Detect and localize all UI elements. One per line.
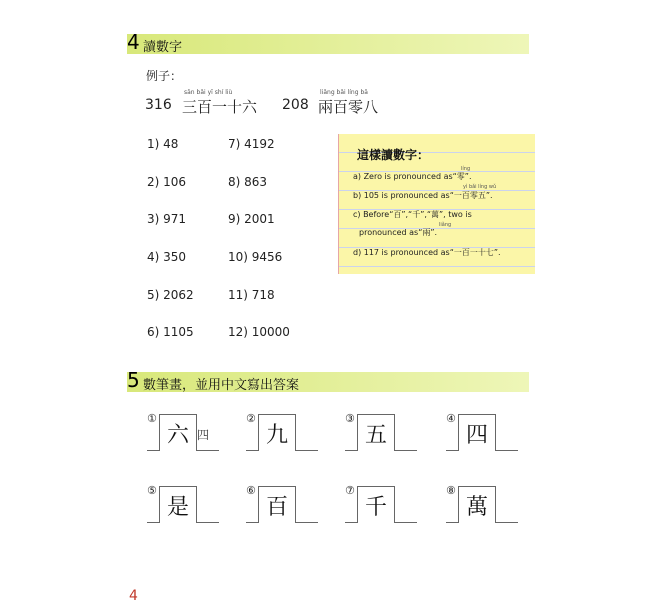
question-4: 4) 350 [147,250,187,264]
stroke-item-2 [246,412,318,451]
question-7: 7) 4192 [228,137,275,151]
item-marker: ⑦ [345,484,355,497]
note-line-c2: pronounced as“兩”. [359,228,438,237]
section-number: 5 [127,368,140,392]
stroke-item-7 [345,484,417,523]
item-marker: ④ [446,412,456,425]
example-number-1: 316 [145,97,172,113]
stroke-item-3 [345,412,417,451]
example-number-2: 208 [282,97,309,113]
example-chinese-1: 三百一十六 [182,98,258,116]
note-line-a: a) Zero is pronounced as“零”. [353,172,472,181]
stroke-item-1 [147,412,219,451]
example-pinyin-2: liǎng bǎi líng bā [320,89,368,96]
note-pinyin-c: liǎng [439,222,452,228]
question-11: 11) 718 [228,288,275,302]
character-cell [258,414,296,451]
item-marker: ② [246,412,256,425]
question-12: 12) 10000 [228,325,290,339]
character: 四 [465,423,488,448]
stroke-item-5 [147,484,219,523]
section-5-banner [127,368,529,393]
character-cell [357,414,395,451]
section-4-banner [127,30,529,55]
character: 萬 [465,495,488,520]
note-pinyin-b: yì bǎi líng wǔ [463,184,497,190]
answer-field[interactable]: 四 [197,428,210,442]
section-title: 數筆畫，並用中文寫出答案 [143,378,300,393]
page-number: 4 [129,588,138,604]
item-marker: ③ [345,412,355,425]
question-2: 2) 106 [147,175,187,189]
item-marker: ⑥ [246,484,256,497]
example-label: 例子： [146,69,183,83]
character-cell [159,414,197,451]
note-line-d: d) 117 is pronounced as“一百一十七”. [353,248,501,257]
character-cell [458,414,496,451]
stroke-item-8 [446,484,518,523]
note-line-b: b) 105 is pronounced as“一百零五”. [353,191,493,200]
question-9: 9) 2001 [228,212,275,226]
example-chinese-2: 兩百零八 [318,98,379,116]
character-cell [458,486,496,523]
stroke-item-4 [446,412,518,451]
character: 九 [265,423,288,448]
question-8: 8) 863 [228,175,268,189]
question-3: 3) 971 [147,212,187,226]
question-6: 6) 1105 [147,325,194,339]
character: 百 [265,495,288,520]
note-line-c1: c) Before“百”,“千”,“萬”, two is [353,210,472,219]
note-pinyin-a: líng [461,166,471,172]
question-5: 5) 2062 [147,288,194,302]
character-cell [159,486,197,523]
question-10: 10) 9456 [228,250,283,264]
item-marker: ① [147,412,157,425]
reading-tips-note [338,134,535,274]
character: 五 [364,423,387,448]
section-title: 讀數字 [143,40,183,55]
question-1: 1) 48 [147,137,179,151]
item-marker: ⑧ [446,484,456,497]
character-cell [258,486,296,523]
example-pinyin-1: sān bǎi yī shí liù [184,89,233,96]
section-number: 4 [127,30,140,54]
character: 是 [166,495,189,520]
stroke-item-6 [246,484,318,523]
character-cell [357,486,395,523]
item-marker: ⑤ [147,484,157,497]
character: 六 [166,423,189,448]
note-title: 這樣讀數字： [357,148,430,162]
character: 千 [364,495,387,520]
